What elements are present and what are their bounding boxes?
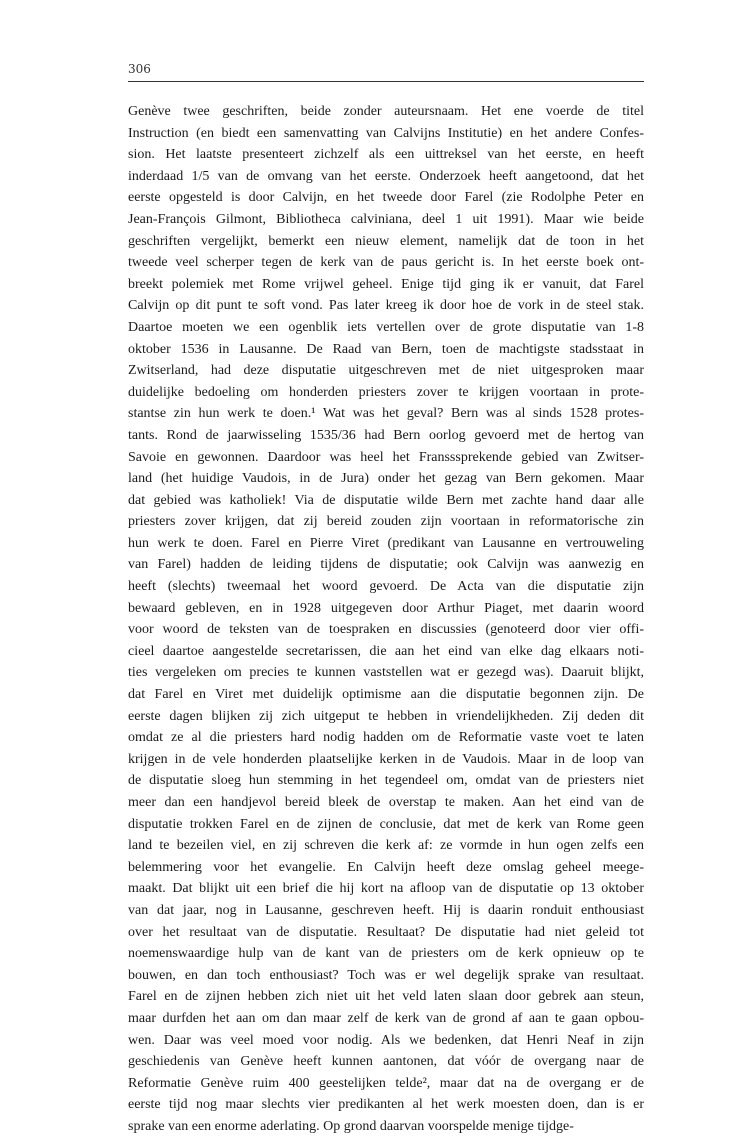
text-line: omdat ze al die priesters hard nodig hadden om de Reformatie vaste voet te laten — [128, 730, 644, 746]
text-line: wen. Daar was veel moed voor nodig. Als we bedenken, dat Henri Neaf in zijn — [128, 1032, 644, 1048]
text-line: Genève twee geschriften, beide zonder auteursnaam. Het ene voerde de titel — [128, 104, 644, 119]
text-line: inderdaad 1/5 van de omvang van het eerste. Onderzoek heeft aangetoond, dat het — [128, 168, 644, 184]
text-line: belemmering voor het evangelie. En Calvijn heeft deze omslag geheel meege- — [128, 859, 644, 875]
text-line: eerste opgesteld is door Calvijn, en het tweede door Farel (zie Rodolphe Peter en — [128, 190, 644, 206]
text-line: heeft (slechts) tweemaal het woord gevoerd. De Acta van die disputatie zijn — [128, 579, 644, 595]
text-line: voor woord de teksten van de toespraken en discussies (genoteerd door vier offi- — [128, 622, 644, 638]
text-line: Savoie en gewonnen. Daardoor was heel het Fransssprekende gebied van Zwitser- — [128, 449, 644, 465]
text-line: van Farel) hadden de leiding tijdens de disputatie; ook Calvijn was aanwezig en — [128, 557, 644, 573]
header-rule — [128, 81, 644, 82]
text-line: sion. Het laatste presenteert zichzelf als een uittreksel van het eerste, en heeft — [128, 147, 644, 163]
text-line: sprake van een enorme aderlating. Op grond daarvan voorspelde menige tijdge- — [128, 1118, 574, 1134]
text-line: de disputatie sloeg hun stemming in het tegendeel om, omdat van de priesters niet — [128, 773, 644, 789]
text-line: krijgen in de vele honderden plaatselijke kerken in de Vaudois. Maar in de loop van — [128, 751, 644, 767]
text-line: maakt. Dat blijkt uit een brief die hij kort na afloop van de disputatie op 13 oktober — [128, 881, 644, 897]
text-line: land (het huidige Vaudois, in de Jura) onder het gezag van Bern gekomen. Maar — [128, 471, 644, 487]
text-line: Calvijn op dit punt te soft vond. Pas later kreeg ik door hoe de vork in de steel stak. — [128, 298, 644, 314]
text-line: duidelijke bedoeling om honderden priesters zover te krijgen voortaan in prote- — [128, 384, 644, 400]
text-line: tants. Rond de jaarwisseling 1535/36 had Bern oorlog gevoerd met de hertog van — [128, 427, 644, 443]
text-line: meer dan een handjevol bereid bleek de overstap te maken. Aan het eind van de — [128, 795, 644, 810]
text-line: cieel daartoe aangestelde secretarissen, die aan het eind van elke dag elkaars noti- — [128, 643, 644, 659]
text-line: disputatie trokken Farel en de zijnen de conclusie, dat met de kerk van Rome geen — [128, 816, 644, 832]
text-line: priesters zover krijgen, dat zij bereid zouden zijn voortaan in reformatorische zin — [128, 514, 644, 530]
text-line: Farel en de zijnen hebben zich niet uit het veld laten slaan door gebrek aan steun, — [128, 989, 644, 1005]
text-line: ties vergeleken om precies te kunnen vaststellen wat er gezegd was). Daaruit blijkt, — [128, 665, 644, 681]
text-line: Jean-François Gilmont, Bibliotheca calviniana, deel 1 uit 1991). Maar wie beide — [128, 211, 644, 227]
text-line: Instruction (en biedt een samenvatting van Calvijns Institutie) en het andere Confes- — [128, 125, 644, 141]
text-line: land te bezeilen viel, en zij schreven die kerk af: ze vormde in hun ogen zelfs een — [128, 838, 644, 854]
text-line: eerste tijd nog maar slechts vier predikanten al het werk moesten doen, dan is er — [128, 1097, 644, 1113]
text-line: tweede veel scherper tegen de kerk van de paus gericht is. In het eerste boek ont- — [128, 255, 644, 271]
text-line: geschiedenis van Genève heeft kunnen aantonen, dat vóór de overgang naar de — [128, 1054, 644, 1070]
text-line: eerste dagen blijken zij zich uitgeput te hebben in vriendelijkheden. Zij deden dit — [128, 708, 644, 724]
text-line: bouwen, en dan toch enthousiast? Toch was er wel degelijk sprake van resultaat. — [128, 967, 644, 983]
text-line: Zwitserland, had deze disputatie uitgeschreven met de niet uitgesproken maar — [128, 363, 644, 379]
body-text — [128, 101, 644, 1138]
text-line: oktober 1536 in Lausanne. De Raad van Bern, toen de machtigste stadsstaat in — [128, 341, 644, 357]
text-line: bewaard gebleven, en in 1928 uitgegeven door Arthur Piaget, met daarin woord — [128, 600, 644, 616]
text-line: hun werk te doen. Farel en Pierre Viret (predikant van Lausanne en vertrouweling — [128, 535, 644, 551]
text-line: Daartoe moeten we een ogenblik iets vertellen over de grote disputatie van 1-8 — [128, 319, 644, 335]
text-line: breekt polemiek met Rome vrijwel geheel. Enige tijd ging ik er vanuit, dat Farel — [128, 276, 644, 292]
text-line: noemenswaardige hulp van de kant van de priesters om de kerk opnieuw op te — [128, 946, 644, 962]
text-line: dat gebied was katholiek! Via de disputatie wilde Bern met zachte hand daar alle — [128, 492, 644, 508]
text-line: dat Farel en Viret met duidelijk optimisme aan die disputatie begonnen zijn. De — [128, 687, 644, 703]
text-line: geschriften vergelijkt, bemerkt een nieuw element, namelijk dat de toon in het — [128, 233, 644, 249]
page-number: 306 — [128, 62, 151, 76]
text-line: van dat jaar, nog in Lausanne, geschreven heeft. Hij is daarin ronduit enthousiast — [128, 902, 644, 918]
text-line: Reformatie Genève ruim 400 geestelijken telde², maar dat na de overgang er de — [128, 1075, 644, 1091]
text-line: stantse zin hun werk te doen.¹ Wat was het geval? Bern was al sinds 1528 protes- — [128, 406, 644, 422]
text-line: over het resultaat van de disputatie. Resultaat? De disputatie had niet geleid tot — [128, 924, 644, 940]
text-line: maar durfden het aan om dan maar zelf de kerk van de grond af aan te gaan opbou- — [128, 1010, 644, 1026]
